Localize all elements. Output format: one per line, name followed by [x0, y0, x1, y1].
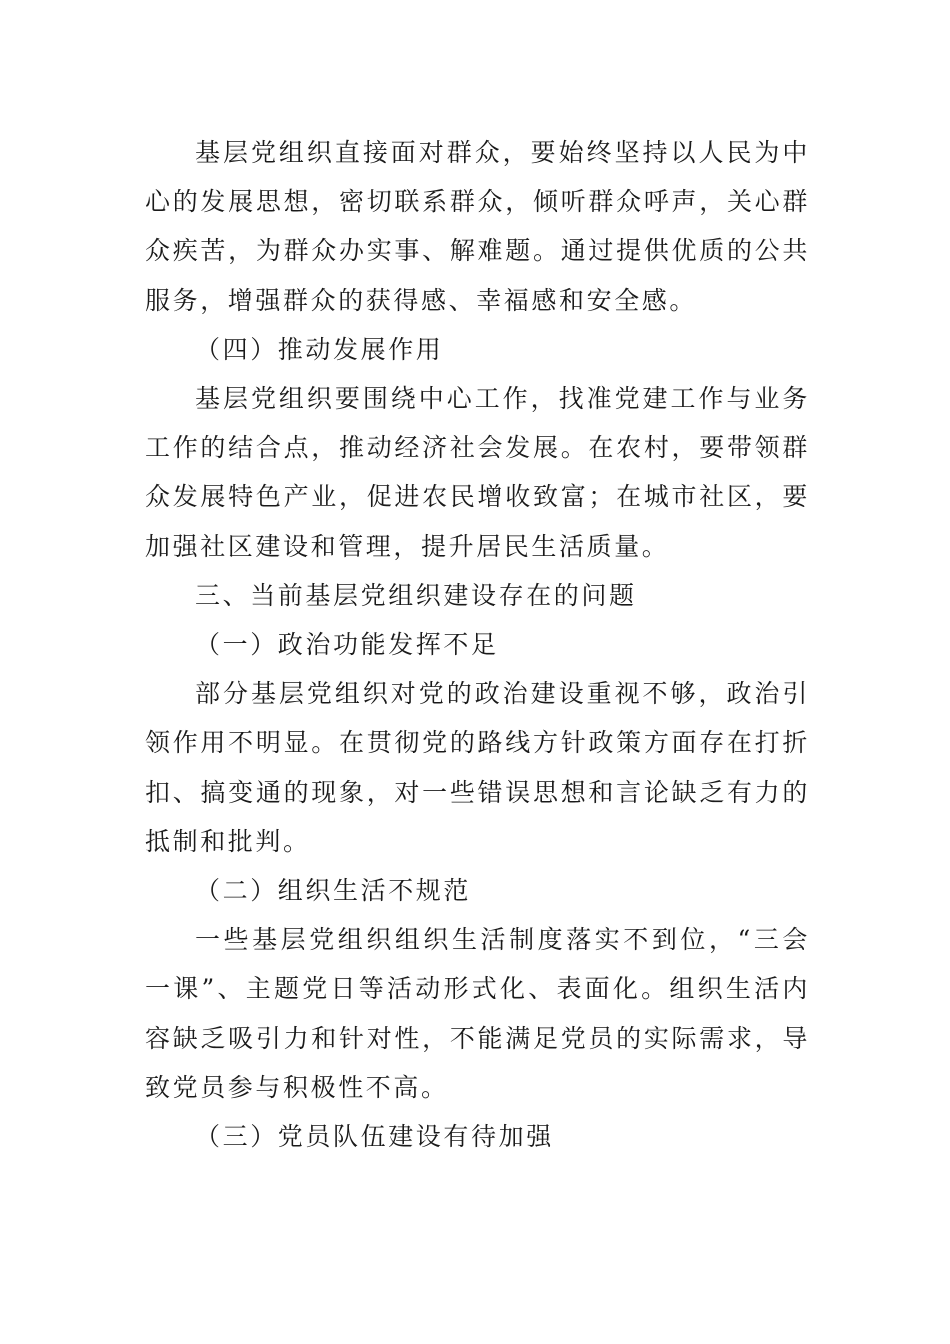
subheading-political-function: （一）政治功能发挥不足 [195, 630, 499, 660]
paragraph-public-service: 基层党组织直接面对群众，要始终坚持以人民为中心的发展思想，密切联系群众，倾听群众呼声，关心群众疾苦，为群众办实事、解难题。通过提供优质的公共服务，增强群众的获得感、幸福感和安全感。 [145, 138, 810, 315]
paragraph-promote-development: 基层党组织要围绕中心工作，找准党建工作与业务工作的结合点，推动经济社会发展。在农村，要带领群众发展特色产业，促进农民增收致富；在城市社区，要加强社区建设和管理，提升居民生活质量。 [145, 384, 810, 561]
paragraph-political-function: 部分基层党组织对党的政治建设重视不够，政治引领作用不明显。在贯彻党的路线方针政策方面存在打折扣、搞变通的现象，对一些错误思想和言论缺乏有力的抵制和批判。 [145, 679, 810, 856]
subheading-organizational-life: （二）组织生活不规范 [195, 876, 472, 906]
document-body [145, 128, 810, 1161]
section-heading-problems: 三、当前基层党组织建设存在的问题 [195, 580, 637, 610]
subheading-promote-development: （四）推动发展作用 [195, 334, 444, 364]
subheading-party-member-team: （三）党员队伍建设有待加强 [195, 1122, 554, 1152]
paragraph-organizational-life: 一些基层党组织组织生活制度落实不到位，“三会一课”、主题党日等活动形式化、表面化。组织生活内容缺乏吸引力和针对性，不能满足党员的实际需求，导致党员参与积极性不高。 [145, 925, 810, 1102]
